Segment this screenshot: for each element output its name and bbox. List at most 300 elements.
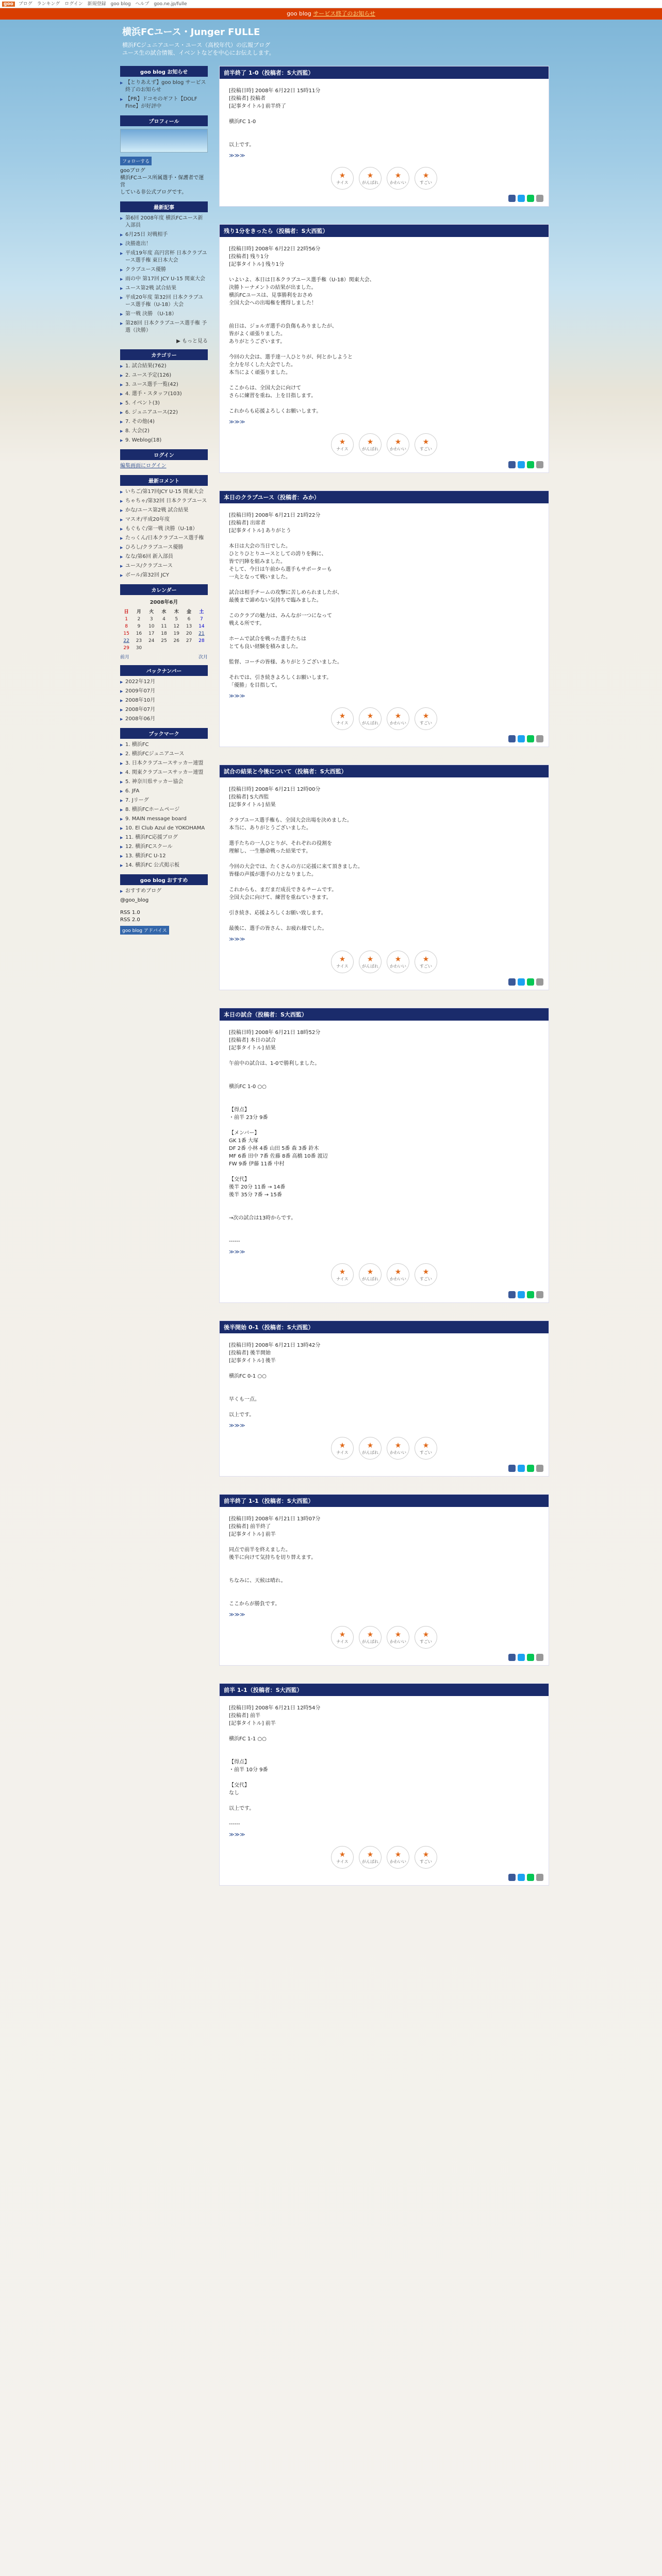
star-icon: ★ (394, 1267, 402, 1276)
entry-line (229, 110, 539, 118)
reaction-stamps (220, 1623, 549, 1654)
entry-line: MF 6番 田中 7番 佐藤 8番 高橋 10番 渡辺 (229, 1154, 328, 1159)
category-item[interactable]: ▶ 5. イベント(3) (120, 400, 208, 407)
calendar-weekday: 月 (136, 609, 141, 615)
bookmark-list (120, 741, 208, 869)
bookmark-item[interactable]: ▶ 14. 横浜FC 公式掲示板 (120, 862, 208, 869)
calendar-day: 1 (125, 617, 128, 622)
goo-logo[interactable]: goo (2, 2, 15, 7)
info-box (120, 66, 208, 110)
entry-title[interactable]: 残り1分をきったら（投稿者：S大西監） (220, 225, 549, 237)
category-item[interactable]: ▶ 3. ユース選手一覧(42) (120, 381, 208, 388)
bookmark-icon[interactable] (536, 1654, 543, 1661)
comment-item[interactable]: ▶ かな/ユース第2戦 試合結果 (120, 507, 208, 514)
entry-line: [投稿日時] 2008年 6月21日 18時52分 (229, 1030, 321, 1036)
line-icon[interactable] (527, 978, 534, 986)
share-buttons (220, 1874, 549, 1885)
calendar-day: 23 (136, 638, 142, 643)
stamp-label: すごい (420, 1859, 432, 1864)
read-more-link[interactable]: ≫≫≫ (229, 419, 245, 425)
entry-line (229, 917, 539, 925)
stamp-label: すごい (420, 180, 432, 185)
reaction-stamps (220, 704, 549, 735)
comment-item[interactable]: ▶ ボール/第32回 JCY (120, 572, 208, 579)
calendar-prev-link[interactable]: 前月 (120, 655, 130, 660)
line-icon[interactable] (527, 1465, 534, 1472)
bookmark-icon[interactable] (536, 1465, 543, 1472)
bookmark-item[interactable]: ▶ 9. MAIN message board (120, 816, 208, 823)
star-icon: ★ (394, 955, 402, 963)
twitter-icon[interactable] (518, 1465, 525, 1472)
topbar-link-blog[interactable]: ブログ (18, 2, 32, 7)
star-icon: ★ (339, 1850, 346, 1859)
line-icon[interactable] (527, 461, 534, 468)
twitter-icon[interactable] (518, 195, 525, 202)
facebook-icon[interactable] (508, 195, 516, 202)
reaction-stamp-button[interactable] (415, 951, 437, 973)
read-more-link[interactable]: ≫≫≫ (229, 153, 245, 159)
stamp-label: すごい (420, 1639, 432, 1644)
entry-title[interactable]: 本日の試合（投稿者：S大西監） (220, 1008, 549, 1021)
bookmark-item[interactable]: ▶ 10. El Club Azul de YOKOHAMA (120, 825, 208, 832)
entry-line: 最後に、選手の皆さん、お疲れ様でした。 (229, 926, 327, 931)
backnumber-item[interactable]: ▶ 2022年12月 (120, 679, 208, 686)
entry-line (229, 1199, 539, 1207)
entry-line (229, 1380, 539, 1388)
category-item[interactable]: ▶ 6. ジュニアユース(22) (120, 409, 208, 416)
comment-item[interactable]: ▶ ユース/クラブユース (120, 563, 208, 570)
entry-line: [記事タイトル] 前半 (229, 1721, 276, 1726)
calendar-weekday: 日 (124, 609, 129, 615)
star-icon: ★ (339, 1441, 346, 1450)
reaction-stamp-button[interactable] (359, 951, 382, 973)
reaction-stamps (220, 164, 549, 195)
entry-line: ありがとうございます。 (229, 339, 286, 345)
twitter-icon[interactable] (518, 1654, 525, 1661)
entry-line: GK 1番 大塚 (229, 1138, 259, 1144)
entry-body (220, 1021, 549, 1260)
entry-line: 今回の大会では、たくさんの方に応援に来て頂きました。 (229, 864, 363, 870)
calendar-day: 17 (148, 631, 155, 636)
reaction-stamp-button[interactable] (387, 951, 409, 973)
facebook-icon[interactable] (508, 735, 516, 742)
reaction-stamp-button[interactable] (415, 707, 437, 730)
entry-line: 【メンバー】 (229, 1130, 260, 1136)
comment-item[interactable]: ▶ いちご/第17回JCY U-15 関東大会 (120, 488, 208, 496)
calendar-day: 29 (123, 646, 129, 651)
recent-entry-item[interactable]: ▶ 第一戦 決勝 （U-18） (120, 311, 208, 318)
entry-line: DF 2番 小林 4番 山田 5番 森 3番 鈴木 (229, 1146, 319, 1151)
rss-links[interactable]: RSS 1.0 RSS 2.0 (120, 910, 140, 923)
entry-line (229, 1091, 539, 1098)
calendar-day: 4 (162, 617, 166, 622)
reaction-stamp-button[interactable] (359, 167, 382, 190)
login-link[interactable]: 編集画面にログイン (120, 463, 167, 469)
facebook-icon[interactable] (508, 1465, 516, 1472)
comment-item[interactable]: ▶ ひろし/クラブユース優勝 (120, 544, 208, 551)
info-list (120, 79, 208, 110)
stamp-label: かわいい (390, 963, 406, 969)
facebook-icon[interactable] (508, 978, 516, 986)
calendar-day[interactable]: 21 (198, 631, 205, 636)
entry-title[interactable]: 本日のクラブユース（投稿者：みか） (220, 491, 549, 503)
reaction-stamp-button[interactable] (387, 1437, 409, 1460)
entry-line: 選手たちの一人ひとりが、それぞれの役割を (229, 841, 332, 846)
entry-line: [投稿者] 投稿者 (229, 96, 266, 101)
info-item[interactable]: ▶ 【とりあえず】goo blog サービス終了のお知らせ (120, 79, 208, 94)
entry-line (229, 855, 539, 863)
entry-line (229, 1743, 539, 1751)
entry-line (229, 666, 539, 674)
entry-line: これからも、まだまだ成長できるチームです。 (229, 887, 337, 893)
bookmark-item[interactable]: ▶ 7. Jリーグ (120, 797, 208, 804)
star-icon: ★ (394, 1441, 402, 1450)
blog-entry (219, 66, 549, 207)
bookmark-icon[interactable] (536, 1874, 543, 1881)
calendar-weekday: 金 (187, 609, 192, 615)
comment-item[interactable]: ▶ ちゃちゃ/第32回 日本クラブユース (120, 498, 208, 505)
reaction-stamp-button[interactable] (331, 951, 354, 973)
reaction-stamp-button[interactable] (387, 1263, 409, 1286)
entry-line: 後半 35分 7番 → 15番 (229, 1192, 282, 1198)
calendar-weekday: 木 (174, 609, 179, 615)
reaction-stamp-button[interactable] (387, 167, 409, 190)
calendar-day (170, 645, 183, 652)
calendar-day (158, 645, 170, 652)
bookmark-item[interactable]: ▶ 4. 関東クラブユースサッカー連盟 (120, 769, 208, 776)
reaction-stamp-button[interactable] (415, 433, 437, 456)
calendar-day: 11 (161, 624, 167, 629)
bookmark-item[interactable]: ▶ 12. 横浜FCスクール (120, 843, 208, 851)
stamp-label: がんばれ (362, 446, 378, 451)
info-item[interactable]: ▶ 【PR】ドコモのギフト【DOLF Fine】が好評中 (120, 96, 208, 110)
star-icon: ★ (394, 1630, 402, 1639)
entry-title[interactable]: 前半 1-1（投稿者：S大西監） (220, 1684, 549, 1696)
bookmark-item[interactable]: ▶ 8. 横浜FCホームページ (120, 806, 208, 814)
entry-line (229, 1751, 539, 1758)
recent-more-link[interactable]: ▶ もっと見る (176, 338, 208, 344)
reaction-stamp-button[interactable] (415, 167, 437, 190)
stamp-label: かわいい (390, 1859, 406, 1864)
reaction-stamp-button[interactable] (331, 1263, 354, 1286)
entry-line: [記事タイトル] 結果 (229, 1045, 276, 1051)
entry-title[interactable]: 前半終了 1-1（投稿者：S大西監） (220, 1495, 549, 1507)
star-icon: ★ (422, 955, 429, 963)
entry-line: そして、今日は午前から選手もサポーターも (229, 567, 332, 572)
entry-line: 【得点】 (229, 1759, 250, 1765)
entry-line: 一丸となって戦いました。 (229, 574, 291, 580)
entry-line: 本当に、ありがとうございました。 (229, 825, 311, 831)
read-more-link[interactable]: ≫≫≫ (229, 693, 245, 699)
info-title: goo blog お知らせ (120, 66, 208, 77)
notice-prefix: goo blog (287, 10, 311, 17)
mygoo-box (120, 874, 208, 904)
reaction-stamp-button[interactable] (415, 1437, 437, 1460)
mygoo-item[interactable]: ▶ おすすめブログ (120, 888, 208, 895)
entry-title[interactable]: 前半終了 1-0（投稿者：S大西監） (220, 66, 549, 79)
advice-badge[interactable]: goo blog アドバイス (120, 926, 169, 935)
bookmark-icon[interactable] (536, 978, 543, 986)
reaction-stamp-button[interactable] (415, 1263, 437, 1286)
entry-line: [投稿者] 後半開始 (229, 1350, 271, 1356)
entry-line: [投稿者] 前半 (229, 1713, 260, 1719)
notice-link[interactable]: サービス終了のお知らせ (313, 10, 375, 17)
entry-line (229, 1098, 539, 1106)
read-more-link[interactable]: ≫≫≫ (229, 1832, 245, 1838)
line-icon[interactable] (527, 1291, 534, 1298)
stamp-label: がんばれ (362, 1639, 378, 1644)
stamp-label: がんばれ (362, 963, 378, 969)
facebook-icon[interactable] (508, 1291, 516, 1298)
top-bar (0, 0, 662, 8)
category-item[interactable]: ▶ 2. ユース予定(126) (120, 372, 208, 379)
star-icon: ★ (367, 1267, 374, 1276)
twitter-icon[interactable] (518, 1291, 525, 1298)
share-buttons (220, 1291, 549, 1302)
entry-line (229, 604, 539, 612)
reaction-stamps (220, 1434, 549, 1465)
entry-line: 皆で円陣を組みました。 (229, 559, 286, 565)
entry-title[interactable]: 後半開始 0-1（投稿者：S大西監） (220, 1321, 549, 1333)
entry-line: 本当によく頑張りました。 (229, 370, 291, 376)
bookmark-icon[interactable] (536, 735, 543, 742)
backnumber-item[interactable]: ▶ 2008年06月 (120, 716, 208, 723)
bookmark-item[interactable]: ▶ 5. 神奈川県サッカー協会 (120, 778, 208, 786)
topbar-link-gooblog[interactable]: goo blog (110, 2, 131, 7)
backnumber-list (120, 679, 208, 723)
entry-line (229, 377, 539, 384)
entry-line: 決勝トーナメントの結果が出ました。 (229, 285, 317, 291)
bookmark-item[interactable]: ▶ 6. JFA (120, 788, 208, 795)
calendar-day (183, 645, 195, 652)
mygoo-follow[interactable]: @goo_blog (120, 897, 149, 903)
line-icon[interactable] (527, 735, 534, 742)
recent-entry-item[interactable]: ▶ クラブユース優勝 (120, 266, 208, 274)
calendar-nav (120, 653, 208, 660)
facebook-icon[interactable] (508, 461, 516, 468)
entry-line: 【得点】 (229, 1107, 250, 1113)
star-icon: ★ (339, 437, 346, 446)
entry-line: [投稿者] 前半終了 (229, 1524, 271, 1530)
comments-box (120, 475, 208, 579)
stamp-label: かわいい (390, 1450, 406, 1455)
star-icon: ★ (339, 711, 346, 720)
category-item[interactable]: ▶ 8. 大会(2) (120, 428, 208, 435)
login-box (120, 449, 208, 470)
calendar-day[interactable]: 22 (123, 638, 129, 643)
bookmark-item[interactable]: ▶ 2. 横浜FCジュニアユース (120, 751, 208, 758)
entry-line: 以上です。 (229, 1806, 255, 1811)
entry-body (220, 777, 549, 947)
read-more-link[interactable]: ≫≫≫ (229, 1249, 245, 1255)
entry-body (220, 503, 549, 704)
reaction-stamp-button[interactable] (359, 1626, 382, 1649)
facebook-icon[interactable] (508, 1874, 516, 1881)
recent-entry-item[interactable]: ▶ 平成20年度 第32回 日本クラブユース選手権（U-18）大会 (120, 294, 208, 309)
entry-line: このクラブの魅力は、みんなが一つになって (229, 613, 332, 619)
reaction-stamp-button[interactable] (359, 1846, 382, 1869)
entry-line (229, 1569, 539, 1577)
calendar-day (145, 645, 158, 652)
category-item[interactable]: ▶ 4. 選手・スタッフ(103) (120, 391, 208, 398)
facebook-icon[interactable] (508, 1654, 516, 1661)
sidebar (120, 66, 208, 942)
star-icon: ★ (422, 1630, 429, 1639)
reaction-stamp-button[interactable] (387, 433, 409, 456)
entry-line: 横浜FC 1-0 (229, 119, 256, 125)
entry-line: [投稿日時] 2008年 6月21日 12時54分 (229, 1705, 321, 1711)
comment-item[interactable]: ▶ もぐもぐ/第一戦 決勝（U-18） (120, 526, 208, 533)
entry-line: 全国大会への出場権を獲得しました！ (229, 300, 317, 306)
bookmark-icon[interactable] (536, 1291, 543, 1298)
recent-entry-item[interactable]: ▶ 決勝進出！ (120, 241, 208, 248)
reaction-stamp-button[interactable] (331, 433, 354, 456)
comment-item[interactable]: ▶ たっくん/日本クラブユース選手権 (120, 535, 208, 542)
calendar-day: 26 (173, 638, 179, 643)
recent-entry-item[interactable]: ▶ 雨の中 第17回 JCY U-15 関東大会 (120, 276, 208, 283)
reaction-stamp-button[interactable] (359, 433, 382, 456)
line-icon[interactable] (527, 1654, 534, 1661)
bookmark-item[interactable]: ▶ 1. 横浜FC (120, 741, 208, 749)
category-item[interactable]: ▶ 9. Weblog(18) (120, 437, 208, 444)
calendar-day: 13 (186, 624, 192, 629)
calendar-day: 8 (125, 624, 128, 629)
comment-item[interactable]: ▶ マスオ/平成20年度 (120, 516, 208, 523)
reaction-stamp-button[interactable] (415, 1846, 437, 1869)
calendar-day: 2 (137, 617, 141, 622)
entry-line: 後半に向けて気持ちを切り替えます。 (229, 1555, 317, 1561)
calendar-day: 16 (136, 631, 142, 636)
calendar-day: 3 (150, 617, 153, 622)
reaction-stamp-button[interactable] (331, 1437, 354, 1460)
comment-item[interactable]: ▶ なな/第6回 新入部員 (120, 553, 208, 561)
bookmark-item[interactable]: ▶ 11. 横浜FC応援ブログ (120, 834, 208, 841)
backnumber-item[interactable]: ▶ 2008年07月 (120, 706, 208, 714)
reaction-stamp-button[interactable] (331, 1626, 354, 1649)
twitter-icon[interactable] (518, 461, 525, 468)
recent-entry-item[interactable]: ▶ ユース第2戦 試合結果 (120, 285, 208, 292)
blog-title[interactable]: 横浜FCユース・Junger FULLE (122, 27, 260, 38)
twitter-icon[interactable] (518, 978, 525, 986)
line-icon[interactable] (527, 1874, 534, 1881)
entry-line (229, 809, 539, 817)
star-icon: ★ (339, 1267, 346, 1276)
reaction-stamp-button[interactable] (331, 1846, 354, 1869)
topbar-link-register[interactable]: 新規登録 (87, 2, 106, 7)
entry-title[interactable]: 試合の結果と今後について（投稿者：S大西監） (220, 765, 549, 777)
twitter-icon[interactable] (518, 735, 525, 742)
recent-entry-item[interactable]: ▶ 第6回 2008年度 横浜FCユース新入部員 (120, 215, 208, 229)
calendar-day: 14 (198, 624, 205, 629)
stamp-label: かわいい (390, 1276, 406, 1281)
bookmark-icon[interactable] (536, 461, 543, 468)
reaction-stamp-button[interactable] (387, 1846, 409, 1869)
read-more-link[interactable]: ≫≫≫ (229, 937, 245, 942)
share-buttons (220, 978, 549, 990)
blog-description-2: ユース生の試合情報、イベントなどを中心にお伝えします。 (122, 49, 275, 56)
entry-line (229, 878, 539, 886)
calendar-day (195, 645, 208, 652)
recent-entry-item[interactable]: ▶ 第28回 日本クラブユース選手権 予選（決勝） (120, 320, 208, 334)
blog-entry (219, 765, 549, 990)
entry-line: 【交代】 (229, 1783, 250, 1788)
stamp-label: かわいい (390, 446, 406, 451)
share-buttons (220, 1465, 549, 1476)
entry-line: 最後まで諦めない気持ちで臨みました。 (229, 598, 322, 603)
entry-line: とても良い経験を積みました。 (229, 644, 301, 650)
twitter-icon[interactable] (518, 1874, 525, 1881)
star-icon: ★ (394, 171, 402, 180)
reaction-stamp-button[interactable] (331, 707, 354, 730)
entry-line (229, 1365, 539, 1372)
stamp-label: がんばれ (362, 1859, 378, 1864)
read-more-link[interactable]: ≫≫≫ (229, 1612, 245, 1618)
category-item[interactable]: ▶ 1. 試合結果(762) (120, 363, 208, 370)
blog-description-1: 横浜FCジュニアユース・ユース（高校年代）の広報ブログ (122, 42, 271, 48)
bookmark-item[interactable]: ▶ 13. 横浜FC U-12 (120, 853, 208, 860)
blog-header (116, 20, 553, 60)
entry-line (229, 1585, 539, 1592)
entry-line (229, 400, 539, 408)
entry-line: 本日は大会の当日でした。 (229, 544, 291, 549)
service-notice-bar (0, 8, 662, 20)
reaction-stamp-button[interactable] (359, 707, 382, 730)
backnumber-item[interactable]: ▶ 2008年10月 (120, 697, 208, 704)
reaction-stamp-button[interactable] (415, 1626, 437, 1649)
calendar-day: 25 (161, 638, 167, 643)
entry-line: [記事タイトル] 残り1分 (229, 262, 285, 267)
reaction-stamp-button[interactable] (387, 1626, 409, 1649)
recent-entry-item[interactable]: ▶ 6月25日 対戦相手 (120, 231, 208, 239)
category-item[interactable]: ▶ 7. その他(4) (120, 418, 208, 426)
entry-line: 「優勝」を目指して。 (229, 683, 280, 688)
backnumber-item[interactable]: ▶ 2009年07月 (120, 688, 208, 695)
calendar-day: 6 (187, 617, 191, 622)
category-title: カテゴリー (120, 349, 208, 360)
line-icon[interactable] (527, 195, 534, 202)
star-icon: ★ (367, 1850, 374, 1859)
calendar-day: 9 (137, 624, 141, 629)
entry-line: ------ (229, 1239, 240, 1244)
bookmark-item[interactable]: ▶ 3. 日本クラブユースサッカー連盟 (120, 760, 208, 767)
reaction-stamp-button[interactable] (359, 1263, 382, 1286)
reaction-stamp-button[interactable] (387, 707, 409, 730)
entry-line: 理解し、一生懸命戦った結果です。 (229, 849, 311, 854)
topbar-link-ranking[interactable]: ランキング (37, 2, 60, 7)
bookmark-icon[interactable] (536, 195, 543, 202)
topbar-link-help[interactable]: ヘルプ (135, 2, 150, 7)
calendar-box (120, 584, 208, 660)
calendar-next-link[interactable]: 次月 (198, 655, 208, 660)
read-more-link[interactable]: ≫≫≫ (229, 1423, 245, 1429)
topbar-link-login[interactable]: ログイン (64, 2, 83, 7)
calendar-day: 20 (186, 631, 192, 636)
recent-entry-item[interactable]: ▶ 平成19年度 高円宮杯 日本クラブユース選手権 東日本大会 (120, 250, 208, 264)
entry-line (229, 1122, 539, 1129)
star-icon: ★ (394, 711, 402, 720)
stamp-label: ナイス (336, 446, 349, 451)
star-icon: ★ (339, 955, 346, 963)
login-title: ログイン (120, 449, 208, 460)
follow-button[interactable]: フォローする (120, 157, 152, 165)
reaction-stamp-button[interactable] (359, 1437, 382, 1460)
reaction-stamp-button[interactable] (331, 167, 354, 190)
entry-line: 横浜FC 0-1 ○○ (229, 1374, 267, 1379)
recent-title: 最新記事 (120, 201, 208, 212)
reaction-stamps (220, 1260, 549, 1291)
entry-line: 前日は、ジョルガ選手の負傷もありましたが、 (229, 324, 337, 329)
stamp-label: ナイス (336, 720, 349, 725)
